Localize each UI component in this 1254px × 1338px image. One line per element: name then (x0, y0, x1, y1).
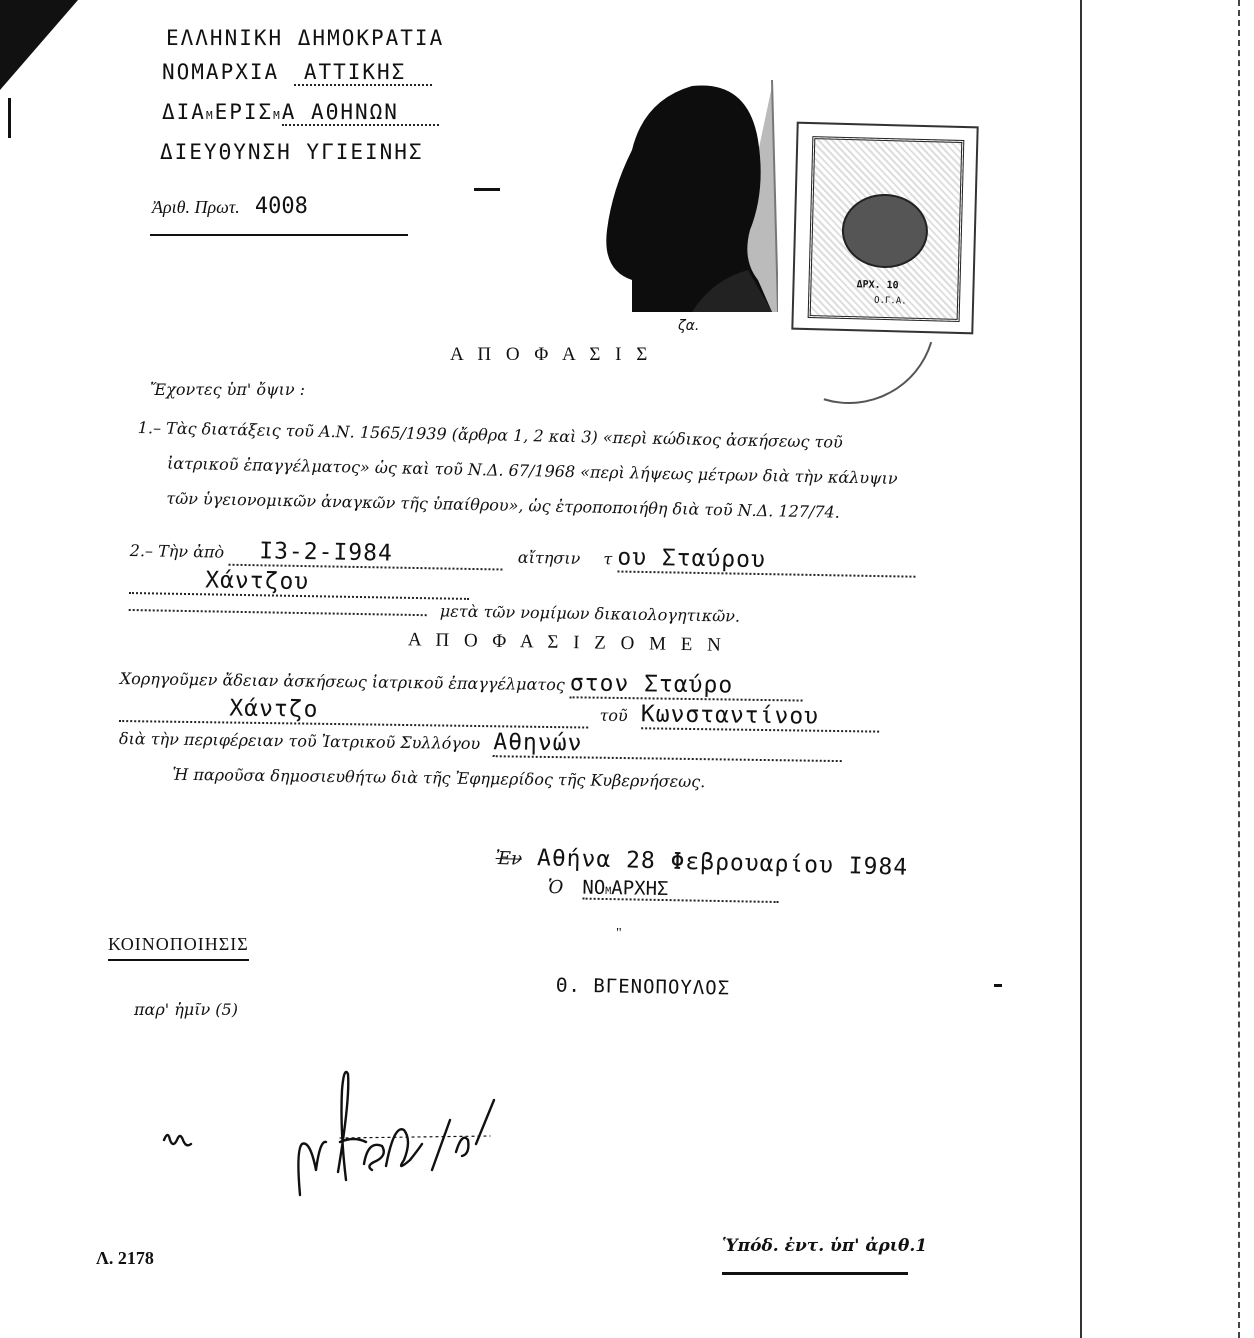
place-prefix: Ἐν (495, 847, 523, 870)
protocol-row (152, 194, 308, 219)
stamp-code: Ο.Γ.Α. (873, 295, 907, 307)
portrait-photo (572, 80, 778, 312)
role-row (548, 876, 779, 902)
grant-text: Χορηγοῦμεν ἄδειαν ἀσκήσεως ἰατρικοῦ ἐπαγγέλματος (119, 668, 565, 695)
right-border-line (1080, 0, 1082, 1338)
grant-name: στον Σταύρο (570, 670, 804, 701)
prefecture-label: ΝΟΜΑΡΧΙΑ (162, 60, 280, 84)
resolve-title: Α Π Ο Φ Α Σ Ι Ζ Ο Μ Ε Ν (407, 629, 726, 656)
item-1-line-2: ἰατρικοῦ ἐπαγγέλματος» ὡς καὶ τοῦ Ν.Δ. 67/1968 «περὶ λήψεως μέτρων διὰ τὴν κάλυψιν (166, 453, 898, 488)
district-suffix: Α ΑΘΗΝΩΝ (282, 100, 439, 126)
role-article: Ὁ (547, 876, 564, 899)
item-2-request: αἴτησιν (517, 547, 581, 568)
item-2-surname: Χάντζου (129, 566, 469, 600)
stamp-value: ΔΡΧ. 10 (856, 279, 899, 292)
role-title: ΝΟΜΑΡΧΗΣ (582, 879, 778, 903)
signer-name: Θ. ΒΓΕΝΟΠΟΥΛΟΣ (555, 974, 731, 1000)
father-label: τοῦ (599, 705, 628, 726)
notifications-item: παρ' ἡμῖν (5) (134, 1000, 238, 1019)
item-2-date: I3-2-I984 (229, 538, 503, 571)
header-dash (474, 188, 500, 191)
item-2-name: ου Σταύρου (617, 545, 916, 578)
place-date: Αθήνα 28 Φεβρουαρίου I984 (536, 845, 909, 881)
signed-note-underline (722, 1272, 908, 1275)
margin-dash (994, 984, 1002, 987)
header-district-row: ΔΙΑΜΕΡΙΣΜΑ ΑΘΗΝΩΝ (162, 100, 439, 124)
considering-line: Ἔχοντες ὑπ' ὄψιν : (150, 380, 306, 399)
item-2-block (129, 536, 916, 629)
right-border-line-dashed (1238, 0, 1240, 1338)
grant-block (118, 664, 879, 794)
grant-surname: Χάντζο (119, 694, 588, 729)
protocol-underline (150, 234, 408, 236)
left-edge-mark (8, 98, 11, 138)
region-value: Αθηνών (493, 729, 842, 762)
item-2-article: τ (603, 549, 613, 569)
prefecture-value: ΑΤΤΙΚΗΣ (294, 60, 433, 86)
district-prefix: ΔΙΑ (162, 100, 206, 124)
quote-mark: " (616, 926, 622, 941)
form-code: Λ. 2178 (96, 1248, 154, 1268)
item-1-line-1: 1.– Τὰς διατάξεις τοῦ Α.Ν. 1565/1939 (ἄρθρα 1, 2 καὶ 3) «περὶ κώδικος ἀσκήσεως τοῦ (137, 418, 843, 452)
item-2-prefix: 2.– Τὴν ἀπὸ (129, 540, 225, 562)
handwritten-signature (150, 1060, 570, 1210)
protocol-label: Ἀριθ. Πρωτ. (152, 197, 240, 217)
region-text: διὰ τὴν περιφέρειαν τοῦ Ἰατρικοῦ Συλλόγου (118, 728, 481, 754)
item-1-block (136, 418, 898, 523)
header-directorate: ΔΙΕΥΘΥΝΣΗ ΥΓΙΕΙΝΗΣ (160, 140, 424, 164)
item-1-line-3: τῶν ὑγειονομικῶν ἀναγκῶν τῆς ὑπαίθρου», ὡς ἐτροποποιήθη διὰ τοῦ Ν.Δ. 127/74. (166, 488, 840, 522)
father-name: Κωνσταντίνου (641, 701, 880, 732)
header-prefecture-row (162, 60, 432, 84)
decision-title: Α Π Ο Φ Α Σ Ι Σ (450, 344, 653, 365)
district-mid: ΕΡΙΣ (214, 100, 274, 124)
protocol-number: 4008 (254, 194, 308, 219)
corner-fold (0, 0, 78, 90)
photo-initials: ζα. (678, 318, 700, 334)
notifications-title: ΚΟΙΝΟΠΟΙΗΣΙΣ (108, 934, 249, 961)
publish-line: Ἡ παροῦσα δημοσιευθήτω διὰ τῆς Ἐφημερίδος τῆς Κυβερνήσεως. (172, 764, 706, 792)
signed-note: Ὑπόδ. ἐντ. ὑπ' ἀριθ.1 (722, 1236, 928, 1256)
item-2-suffix: μετὰ τῶν νομίμων δικαιολογητικῶν. (439, 601, 741, 626)
header-republic: ΕΛΛΗΝΙΚΗ ΔΗΜΟΚΡΑΤΙΑ (166, 26, 445, 50)
